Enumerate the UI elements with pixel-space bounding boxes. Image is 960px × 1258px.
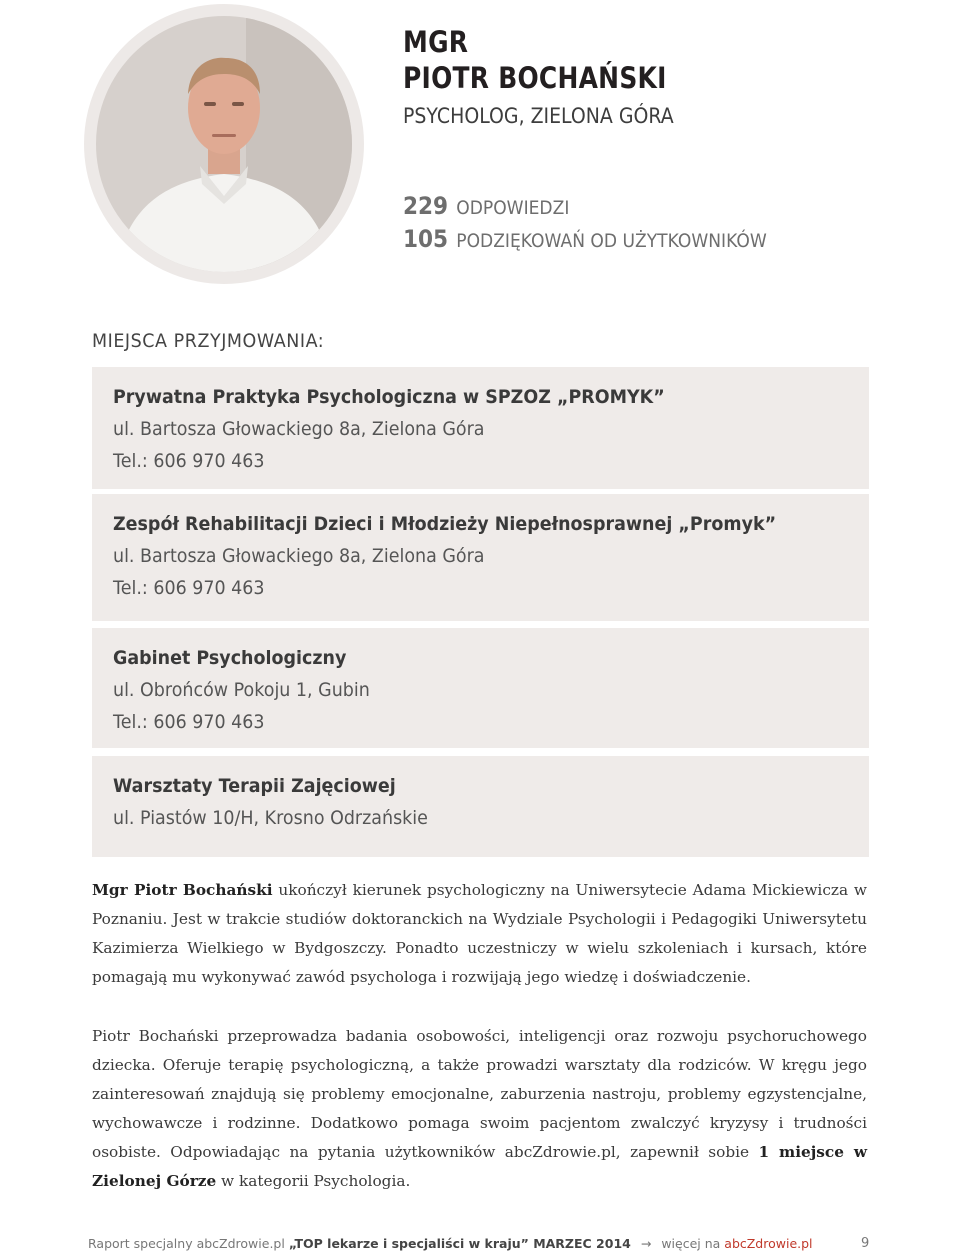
- thanks-stat: [403, 225, 767, 258]
- person-role: PSYCHOLOG, ZIELONA GÓRA: [403, 104, 674, 128]
- bio-text: Piotr Bochański przeprowadza badania osobowości, inteligencji oraz rozwoju psychoruchowego dziecka. Oferuje terapię psychologiczną, a także prowadzi warsztaty dla rodziców. W kręgu jego zainteresowań znajdują się problemy emocjonalne, zaburzenia nastroju, problemy egzystencjalne, wychowawcze i rodzinne. Dodatkowo pomaga swoim pacjentom zwalczyć kryzysy i trudności osobiste. Odpowiadając na pytania użytkowników abcZdrowie.pl, zapewnił sobie: [92, 1027, 867, 1161]
- place-address: ul. Bartosza Głowackiego 8a, Zielona Góra: [113, 545, 485, 567]
- page-number: 9: [861, 1236, 870, 1251]
- footer-report: Raport specjalny abcZdrowie.pl: [88, 1236, 285, 1251]
- answers-count: 229: [403, 192, 449, 220]
- bio-name: Mgr Piotr Bochański: [92, 881, 273, 899]
- place-name: Warsztaty Terapii Zajęciowej: [113, 775, 396, 797]
- place-card: [92, 367, 869, 489]
- thanks-label: PODZIĘKOWAŃ OD UŻYTKOWNIKÓW: [456, 230, 767, 252]
- place-address: ul. Bartosza Głowackiego 8a, Zielona Góra: [113, 418, 485, 440]
- bio-paragraph: [92, 1022, 867, 1196]
- title-prefix: MGR: [403, 25, 469, 59]
- place-address: ul. Piastów 10/H, Krosno Odrzańskie: [113, 807, 428, 829]
- place-card: [92, 756, 869, 857]
- footer-site-link[interactable]: abcZdrowie.pl: [724, 1236, 813, 1251]
- place-name: Prywatna Praktyka Psychologiczna w SPZOZ „PROMYK”: [113, 386, 665, 408]
- footer-title: „TOP lekarze i specjaliści w kraju” MARZEC 2014: [288, 1236, 631, 1251]
- place-card: [92, 628, 869, 748]
- thanks-count: 105: [403, 225, 449, 253]
- person-name: PIOTR BOCHAŃSKI: [403, 61, 667, 95]
- answers-stat: [403, 192, 767, 225]
- place-address: ul. Obrońców Pokoju 1, Gubin: [113, 679, 370, 701]
- place-card: [92, 494, 869, 621]
- bio-text: ukończył kierunek psychologiczny na Uniwersytecie Adama Mickiewicza w Poznaniu. Jest w trakcie studiów doktoranckich na Wydziale Psychologii i Pedagogiki Uniwersytetu Kazimierza Wielkiego w Bydgoszczy. Ponadto uczestniczy w wielu szkoleniach i kursach, które pomagają mu wykonywać zawód psychologa i rozwijają jego wiedzę i doświadczenie.: [92, 881, 867, 986]
- place-phone: Tel.: 606 970 463: [113, 450, 265, 472]
- place-phone: Tel.: 606 970 463: [113, 711, 265, 733]
- ranking-highlight: 1 miejsce w Zielonej Górze: [92, 1143, 867, 1190]
- profile-header: [403, 24, 710, 130]
- profile-stats: [403, 192, 807, 258]
- bio-text-end: w kategorii Psychologia.: [216, 1172, 411, 1190]
- arrow-right-icon: →: [640, 1236, 652, 1251]
- places-heading: MIEJSCA PRZYJMOWANIA:: [92, 330, 325, 352]
- place-phone: Tel.: 606 970 463: [113, 577, 265, 599]
- page-footer: [88, 1236, 813, 1251]
- place-name: Gabinet Psychologiczny: [113, 647, 347, 669]
- profile-photo: [84, 4, 364, 284]
- place-name: Zespół Rehabilitacji Dzieci i Młodzieży Niepełnosprawnej „Promyk”: [113, 513, 777, 535]
- footer-more: więcej na: [661, 1236, 721, 1251]
- answers-label: ODPOWIEDZI: [456, 197, 570, 219]
- bio-paragraph: [92, 876, 867, 992]
- person-portrait-image: [96, 16, 352, 272]
